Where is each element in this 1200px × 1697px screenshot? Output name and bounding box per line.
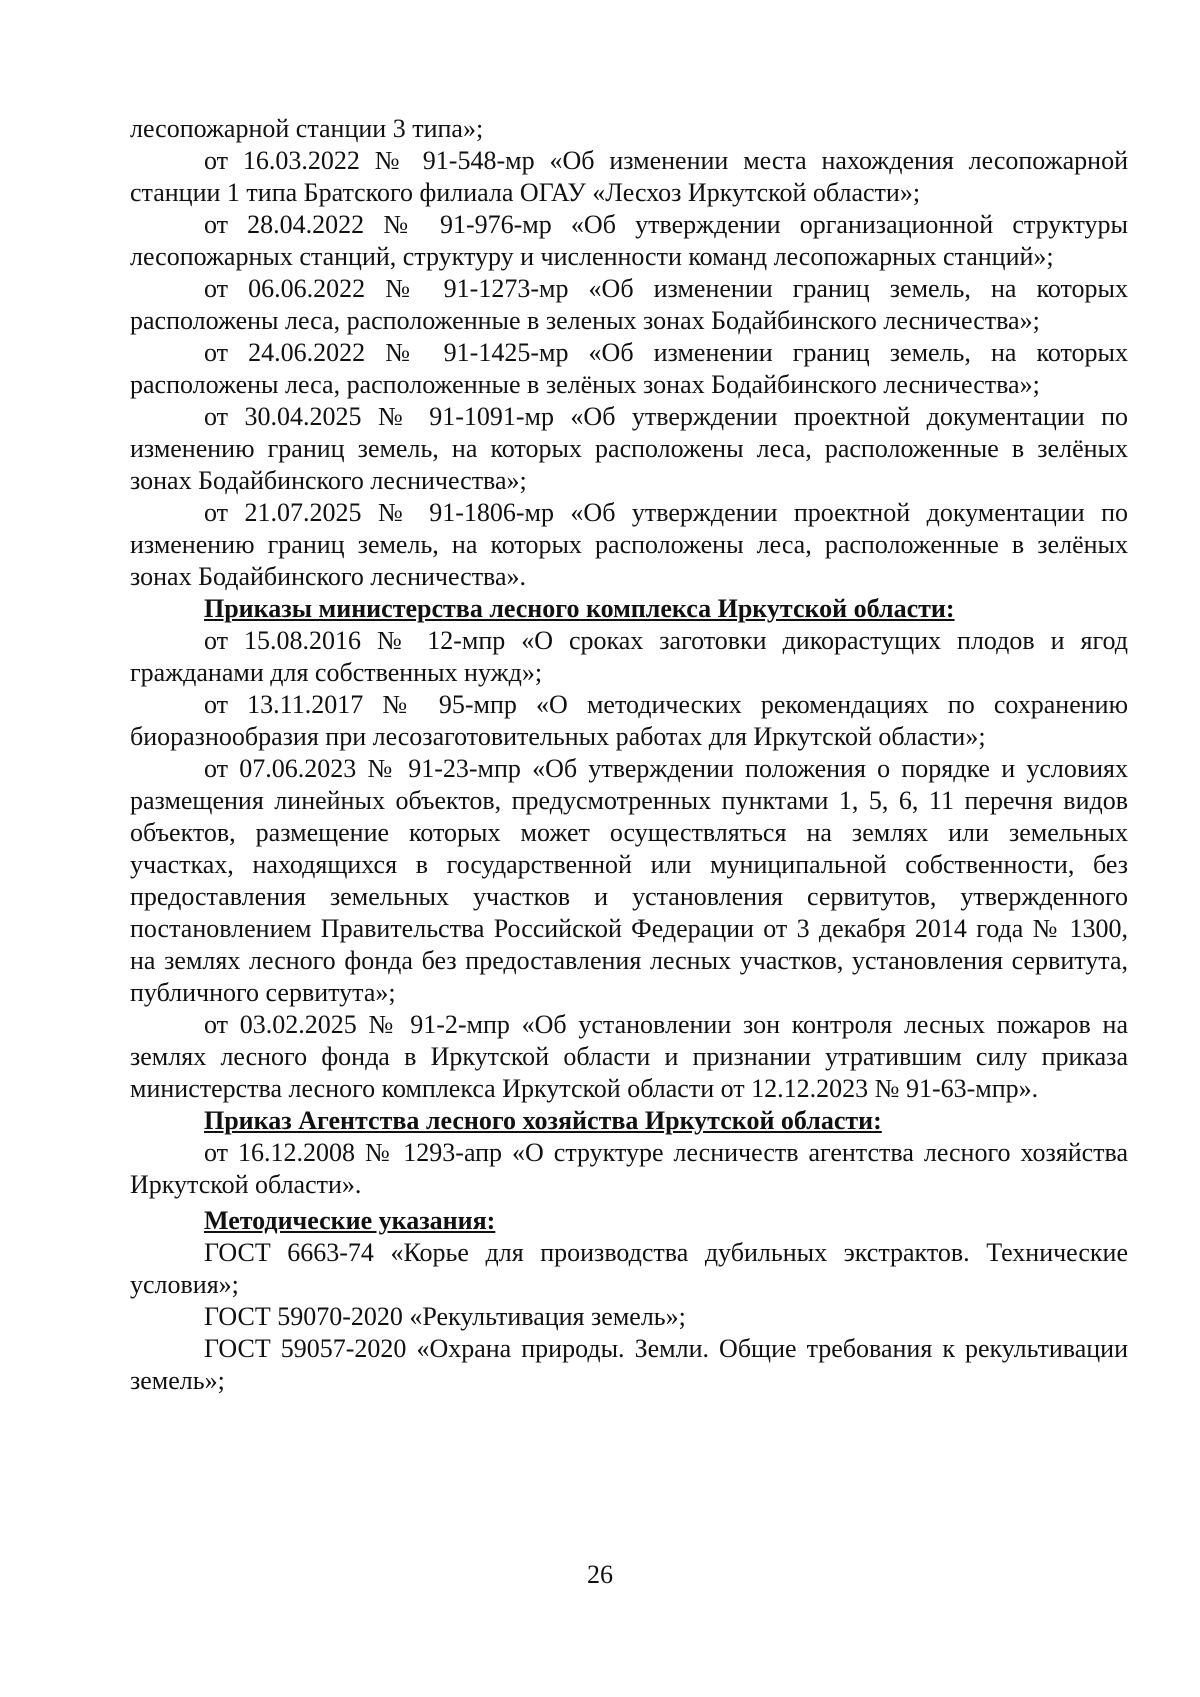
order-item: от 06.06.2022 № 91-1273-мр «Об изменении границ земель, на которых расположены леса, расположенные в зеленых зонах Бодайбинского лесничества»; xyxy=(130,274,1128,335)
methodical-guidelines-heading: Методические указания: xyxy=(204,1206,496,1235)
agency-order-item: от 16.12.2008 № 1293-апр «О структуре лесничеств агентства лесного хозяйства Иркутской области». xyxy=(130,1138,1128,1199)
order-item: от 28.04.2022 № 91-976-мр «Об утверждении организационной структуры лесопожарных станций, структуру и численности команд лесопожарных станций»; xyxy=(130,210,1128,271)
page-number: 26 xyxy=(587,1560,613,1589)
agency-order-heading: Приказ Агентства лесного хозяйства Иркутской области: xyxy=(204,1106,882,1135)
ministry-orders-heading: Приказы министерства лесного комплекса Иркутской области: xyxy=(204,594,955,623)
ministry-order-item: от 15.08.2016 № 12-мпр «О сроках заготовки дикорастущих плодов и ягод гражданами для собственных нужд»; xyxy=(130,626,1128,687)
ministry-order-item: от 03.02.2025 № 91-2-мпр «Об установлении зон контроля лесных пожаров на землях лесного фонда в Иркутской области и признании утратившим силу приказа министерства лесного комплекса Иркутской области от 12.12.2023 № 91-63-мпр». xyxy=(130,1010,1128,1103)
order-item: от 30.04.2025 № 91-1091-мр «Об утверждении проектной документации по изменению границ земель, на которых расположены леса, расположенные в зелёных зонах Бодайбинского лесничества»; xyxy=(130,402,1128,495)
continuation-line: лесопожарной станции 3 типа»; xyxy=(130,114,484,143)
gost-item: ГОСТ 59070-2020 «Рекультивация земель»; xyxy=(204,1302,686,1331)
order-item: от 21.07.2025 № 91-1806-мр «Об утверждении проектной документации по изменению границ земель, на которых расположены леса, расположенные в зелёных зонах Бодайбинского лесничества». xyxy=(130,498,1128,591)
order-item: от 16.03.2022 № 91-548-мр «Об изменении места нахождения лесопожарной станции 1 типа Братского филиала ОГАУ «Лесхоз Иркутской области»; xyxy=(130,146,1128,207)
gost-item: ГОСТ 59057-2020 «Охрана природы. Земли. Общие требования к рекультивации земель»; xyxy=(130,1334,1128,1395)
order-item: от 24.06.2022 № 91-1425-мр «Об изменении границ земель, на которых расположены леса, расположенные в зелёных зонах Бодайбинского лесничества»; xyxy=(130,338,1128,399)
ministry-order-item: от 13.11.2017 № 95-мпр «О методических рекомендациях по сохранению биоразнообразия при лесозаготовительных работах для Иркутской области»; xyxy=(130,690,1128,751)
document-page xyxy=(130,113,1128,1397)
gost-item: ГОСТ 6663-74 «Корье для производства дубильных экстрактов. Технические условия»; xyxy=(130,1238,1128,1299)
ministry-order-item: от 07.06.2023 № 91-23-мпр «Об утверждении положения о порядке и условиях размещения линейных объектов, предусмотренных пунктами 1, 5, 6, 11 перечня видов объектов, размещение которых может осуществляться на землях или земельных участках, находящихся в государственной или муниципальной собственности, без предоставления земельных участков и установления сервитутов, утвержденного постановлением Правительства Российской Федерации от 3 декабря 2014 года № 1300, на землях лесного фонда без предоставления лесных участков, установления сервитута, публичного сервитута»; xyxy=(130,754,1128,1007)
